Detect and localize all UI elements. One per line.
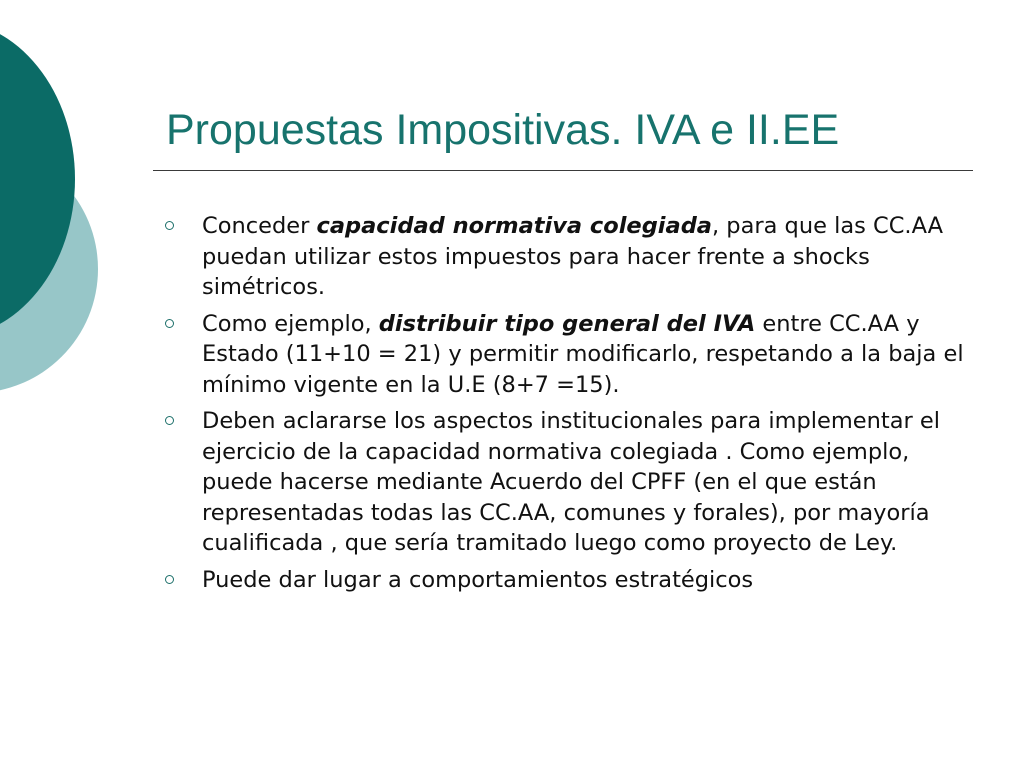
hollow-circle-bullet-icon bbox=[165, 416, 174, 425]
bullet-text: entre CC.AA y Estado (11+10 = 21) y permitir modificarlo, respetando a la baja el mínimo vigente en la U.E (8+7 =15). bbox=[202, 310, 964, 398]
hollow-circle-bullet-icon bbox=[165, 575, 174, 584]
hollow-circle-bullet-icon bbox=[165, 319, 174, 328]
bullet-text: Como ejemplo, bbox=[202, 310, 379, 337]
bullet-text: Deben aclararse los aspectos institucionales para implementar el ejercicio de la capacidad normativa colegiada . Como ejemplo, puede hacerse mediante Acuerdo del CPFF (en el que están representadas todas las CC.AA, comunes y forales), por mayoría cualificada , que sería tramitado luego como proyecto de Ley. bbox=[202, 408, 940, 556]
bullet-item bbox=[160, 565, 972, 596]
bullet-text: Puede dar lugar a comportamientos estratégicos bbox=[202, 566, 754, 593]
hollow-circle-bullet-icon bbox=[165, 221, 174, 230]
bullet-text: Conceder bbox=[202, 213, 317, 239]
bullet-item bbox=[160, 211, 972, 303]
bullet-list bbox=[160, 211, 972, 601]
bullet-item bbox=[160, 406, 972, 559]
bullet-item bbox=[160, 309, 972, 401]
bullet-emphasis: distribuir tipo general del IVA bbox=[378, 310, 756, 337]
title-divider bbox=[153, 170, 973, 171]
slide-title: Propuestas Impositivas. IVA e II.EE bbox=[166, 106, 840, 154]
bullet-emphasis: capacidad normativa colegiada bbox=[316, 213, 712, 239]
bullet-text: , para que las CC.AA puedan utilizar estos impuestos para hacer frente a shocks simétricos. bbox=[202, 213, 943, 300]
